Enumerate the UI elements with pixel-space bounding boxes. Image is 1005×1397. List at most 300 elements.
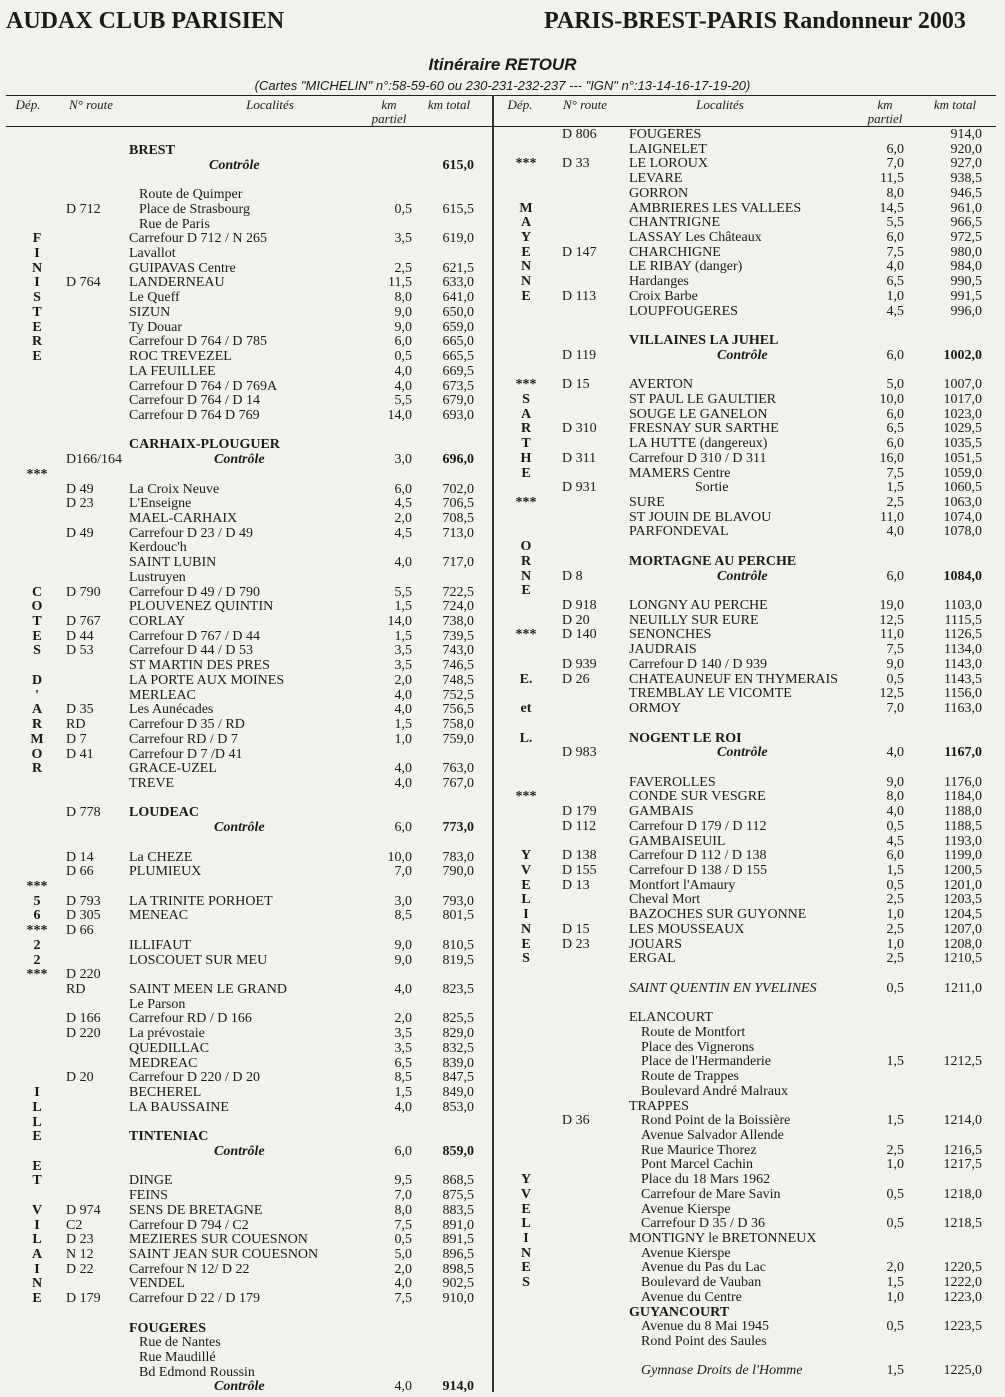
locality-name: TREMBLAY LE VICOMTE <box>629 686 792 701</box>
km-partial: 10,0 <box>879 392 904 407</box>
km-total: 1051,5 <box>943 451 982 466</box>
km-total: 896,5 <box>442 1247 474 1262</box>
km-partial: 8,0 <box>394 290 412 305</box>
locality-name: Carrefour D 49 / D 790 <box>129 585 261 600</box>
itinerary-row <box>0 201 1005 216</box>
km-partial: 8,0 <box>886 186 904 201</box>
locality-name: Carrefour D 764 D 769 <box>129 408 260 423</box>
departement-code: O <box>31 747 43 762</box>
locality-name: Bd Edmond Roussin <box>139 1365 255 1380</box>
departement-code: R <box>520 554 532 569</box>
col-header-dep-right: Dép. <box>507 97 533 112</box>
club-name: AUDAX CLUB PARISIEN <box>6 8 285 34</box>
route-number: N 12 <box>66 1247 94 1262</box>
km-total: 773,0 <box>442 820 474 835</box>
km-partial: 5,5 <box>394 393 412 408</box>
km-partial: 0,5 <box>394 1232 412 1247</box>
km-total: 633,0 <box>442 275 474 290</box>
km-total: 756,5 <box>442 702 474 717</box>
km-total: 891,5 <box>442 1232 474 1247</box>
route-number: D 712 <box>66 202 101 217</box>
route-number: D 179 <box>66 1291 101 1306</box>
departement-code: C <box>31 585 43 600</box>
km-partial: 19,0 <box>879 598 904 613</box>
locality-name: Rue de Nantes <box>139 1335 221 1350</box>
departement-code: V <box>520 863 532 878</box>
km-total: 1188,0 <box>944 804 982 819</box>
km-total: 1143,0 <box>944 657 982 672</box>
departement-code: L <box>32 1115 42 1130</box>
itinerary-row <box>0 539 1005 554</box>
route-number: D 311 <box>562 451 597 466</box>
itinerary-row <box>0 613 1005 628</box>
km-total: 927,0 <box>950 156 982 171</box>
itinerary-row <box>0 922 1005 937</box>
departement-code: *** <box>515 789 537 804</box>
route-number: D 23 <box>562 937 590 952</box>
km-partial: 5,0 <box>886 377 904 392</box>
km-partial: 14,0 <box>387 614 412 629</box>
km-total: 1115,5 <box>944 613 982 628</box>
locality-name: TREVE <box>129 776 175 791</box>
itinerary-row <box>0 318 1005 333</box>
km-total: 783,0 <box>442 850 474 865</box>
itinerary-row <box>0 892 1005 907</box>
km-total: 1220,5 <box>943 1260 982 1275</box>
locality-name: LONGNY AU PERCHE <box>629 598 768 613</box>
itinerary-row <box>0 1246 1005 1261</box>
itinerary-row <box>0 819 1005 834</box>
km-total: 946,5 <box>950 186 982 201</box>
km-partial: 6,0 <box>886 569 904 584</box>
km-total: 693,0 <box>442 408 474 423</box>
km-partial: 6,5 <box>886 421 904 436</box>
locality-name: MEZIERES SUR COUESNON <box>129 1232 308 1247</box>
itinerary-row <box>0 392 1005 407</box>
km-total: 847,5 <box>442 1070 474 1085</box>
departement-code: 6 <box>33 908 41 923</box>
km-partial: 3,5 <box>394 658 412 673</box>
km-total: 1143,5 <box>944 672 982 687</box>
locality-name: L'Enseigne <box>129 496 192 511</box>
route-number: D 53 <box>66 643 94 658</box>
km-partial: 6,5 <box>394 1056 412 1071</box>
km-partial: 2,0 <box>394 1262 412 1277</box>
km-total: 1078,0 <box>943 524 982 539</box>
locality-name: Lustruyen <box>129 570 186 585</box>
route-number: D 112 <box>562 819 597 834</box>
route-number: D 41 <box>66 747 94 762</box>
locality-name: ST MARTIN DES PRES <box>129 658 270 673</box>
locality-name: Montfort l'Amaury <box>629 878 736 893</box>
itinerary-row <box>0 1231 1005 1246</box>
col-header-km-total-left: km total <box>427 97 471 112</box>
departement-code: I <box>34 275 40 290</box>
km-partial: 4,0 <box>886 524 904 539</box>
locality-name: Carrefour D 179 / D 112 <box>629 819 767 834</box>
locality-name: VILLAINES LA JUHEL <box>629 333 779 348</box>
km-partial: 3,5 <box>394 1026 412 1041</box>
departement-code: L <box>32 1232 42 1247</box>
locality-name: Place de l'Hermanderie <box>641 1054 772 1069</box>
locality-name: LASSAY Les Châteaux <box>629 230 762 245</box>
locality-name: MENEAC <box>129 908 189 923</box>
departement-code: E <box>521 1202 531 1217</box>
departement-code: F <box>32 231 42 246</box>
km-partial: 11,5 <box>388 275 412 290</box>
km-total: 1225,0 <box>943 1363 982 1378</box>
locality-name: ILLIFAUT <box>129 938 191 953</box>
locality-name: Contrôle <box>214 452 265 467</box>
locality-name: QUEDILLAC <box>129 1041 210 1056</box>
locality-name: Boulevard André Malraux <box>641 1084 788 1099</box>
km-partial: 2,0 <box>394 1011 412 1026</box>
locality-name: Carrefour D 35 / RD <box>129 717 245 732</box>
locality-name: Carrefour D 712 / N 265 <box>129 231 268 246</box>
km-partial: 4,0 <box>394 982 412 997</box>
locality-name: SAINT MEEN LE GRAND <box>129 982 288 997</box>
km-total: 621,5 <box>442 261 474 276</box>
locality-name: MEDREAC <box>129 1056 198 1071</box>
departement-code: I <box>34 1218 40 1233</box>
km-partial: 4,0 <box>886 259 904 274</box>
km-total: 1188,5 <box>944 819 982 834</box>
locality-name: NOGENT LE ROI <box>629 731 742 746</box>
km-partial: 16,0 <box>879 451 904 466</box>
departement-code: L <box>521 1216 531 1231</box>
departement-code: N <box>31 261 43 276</box>
locality-name: Carrefour N 12/ D 22 <box>129 1262 250 1277</box>
locality-name: SURE <box>629 495 665 510</box>
itinerary-row <box>0 569 1005 584</box>
km-total: 991,5 <box>950 289 982 304</box>
locality-name: AVERTON <box>629 377 693 392</box>
departement-code: S <box>522 951 530 966</box>
km-partial: 3,5 <box>394 643 412 658</box>
route-number: D 35 <box>66 702 94 717</box>
km-total: 1007,0 <box>943 377 982 392</box>
locality-name: AMBRIERES LES VALLEES <box>629 201 802 216</box>
km-partial: 0,5 <box>886 981 904 996</box>
locality-name: Place de Strasbourg <box>139 202 250 217</box>
locality-name: NEUILLY SUR EURE <box>629 613 759 628</box>
km-total: 1103,0 <box>944 598 982 613</box>
route-number: RD <box>66 717 86 732</box>
locality-name: Carrefour D 7 /D 41 <box>129 747 243 762</box>
itinerary-row <box>0 1319 1005 1334</box>
departement-code: R <box>31 761 43 776</box>
locality-name: Kerdouc'h <box>129 540 187 555</box>
itinerary-row <box>0 672 1005 687</box>
km-total: 853,0 <box>442 1100 474 1115</box>
departement-code: E <box>32 1291 42 1306</box>
km-partial: 7,0 <box>394 1188 412 1203</box>
locality-name: La Croix Neuve <box>129 482 220 497</box>
km-total: 914,0 <box>950 127 982 142</box>
route-number: D 155 <box>562 863 597 878</box>
km-total: 1210,5 <box>943 951 982 966</box>
km-total: 696,0 <box>442 452 474 467</box>
km-partial: 1,5 <box>886 480 904 495</box>
route-number: D 806 <box>562 127 597 142</box>
itinerary-row <box>0 863 1005 878</box>
departement-code: S <box>522 392 530 407</box>
km-total: 1218,5 <box>943 1216 982 1231</box>
departement-code: I <box>523 907 529 922</box>
locality-name: CHATEAUNEUF EN THYMERAIS <box>629 672 838 687</box>
departement-code: I <box>34 1262 40 1277</box>
route-number: D 22 <box>66 1262 94 1277</box>
route-number: D 140 <box>562 627 597 642</box>
itinerary-row <box>0 348 1005 363</box>
km-partial: 3,0 <box>394 894 412 909</box>
route-number: D 179 <box>562 804 597 819</box>
route-number: D 138 <box>562 848 597 863</box>
km-total: 1207,0 <box>943 922 982 937</box>
route-number: D 147 <box>562 245 597 260</box>
km-total: 739,5 <box>442 629 474 644</box>
col-header-localites-right: Localités <box>696 97 744 112</box>
route-number: D 764 <box>66 275 101 290</box>
km-partial: 11,5 <box>880 171 904 186</box>
km-partial: 9,0 <box>394 953 412 968</box>
departement-code: L. <box>519 731 533 746</box>
departement-code: E <box>521 466 531 481</box>
locality-name: Le Queff <box>129 290 180 305</box>
itinerary-row <box>0 1025 1005 1040</box>
locality-name: FRESNAY SUR SARTHE <box>629 421 779 436</box>
km-total: 706,5 <box>442 496 474 511</box>
km-partial: 7,5 <box>886 642 904 657</box>
km-partial: 2,0 <box>394 673 412 688</box>
departement-code: L <box>32 1100 42 1115</box>
km-total: 1126,5 <box>944 627 982 642</box>
km-partial: 8,5 <box>394 908 412 923</box>
itinerary-row <box>0 848 1005 863</box>
departement-code: E <box>521 583 531 598</box>
departement-code: M <box>519 201 533 216</box>
itinerary-row <box>0 421 1005 436</box>
km-partial: 1,5 <box>886 1113 904 1128</box>
locality-name: Avenue Kierspe <box>641 1246 731 1261</box>
departement-code: T <box>521 436 531 451</box>
route-number: D 983 <box>562 745 597 760</box>
itinerary-row <box>0 333 1005 348</box>
km-partial: 2,5 <box>886 922 904 937</box>
km-total: 717,0 <box>442 555 474 570</box>
route-number: D 119 <box>562 348 597 363</box>
km-total: 1176,0 <box>944 775 982 790</box>
itinerary-row <box>0 1187 1005 1202</box>
locality-name: TRAPPES <box>629 1099 689 1114</box>
departement-code: S <box>522 1275 530 1290</box>
locality-name: Les Aunécades <box>129 702 214 717</box>
departement-code: Y <box>520 848 532 863</box>
route-number: D 113 <box>562 289 597 304</box>
departement-code: I <box>523 1231 529 1246</box>
km-total: 1184,0 <box>944 789 982 804</box>
km-total: 832,5 <box>442 1041 474 1056</box>
km-partial: 2,5 <box>394 261 412 276</box>
route-number: D 20 <box>562 613 590 628</box>
departement-code: E <box>32 320 42 335</box>
route-number: D 310 <box>562 421 597 436</box>
departement-code: R <box>520 421 532 436</box>
departement-code: E <box>521 289 531 304</box>
km-total: 810,5 <box>442 938 474 953</box>
km-partial: 6,0 <box>394 1144 412 1159</box>
km-total: 1002,0 <box>943 348 982 363</box>
itinerary-row <box>0 186 1005 201</box>
km-total: 722,5 <box>442 585 474 600</box>
itinerary-row <box>0 171 1005 186</box>
km-total: 1059,0 <box>943 466 982 481</box>
itinerary-row <box>0 1054 1005 1069</box>
locality-name: Rue Maurice Thorez <box>641 1143 757 1158</box>
departement-code: E <box>32 1129 42 1144</box>
locality-name: ORMOY <box>629 701 682 716</box>
km-total: 1074,0 <box>943 510 982 525</box>
itinerary-row <box>0 1099 1005 1114</box>
departement-code: *** <box>26 879 48 894</box>
route-number: D 66 <box>66 923 94 938</box>
km-partial: 1,0 <box>886 1290 904 1305</box>
km-partial: 4,0 <box>394 1276 412 1291</box>
locality-name: GUIPAVAS Centre <box>129 261 236 276</box>
km-total: 1200,5 <box>943 863 982 878</box>
departement-code: N <box>520 274 532 289</box>
departement-code: *** <box>515 156 537 171</box>
route-number: D 23 <box>66 496 94 511</box>
departement-code: E <box>521 937 531 952</box>
itinerary-row <box>0 878 1005 893</box>
km-total: 1217,5 <box>943 1157 982 1172</box>
itinerary-row <box>0 642 1005 657</box>
km-partial: 5,5 <box>394 585 412 600</box>
km-partial: 5,5 <box>886 215 904 230</box>
locality-name: Le Parson <box>129 997 186 1012</box>
locality-name: Pont Marcel Cachin <box>641 1157 753 1172</box>
locality-name: Contrôle <box>717 348 768 363</box>
km-partial: 9,0 <box>886 775 904 790</box>
km-partial: 4,5 <box>394 526 412 541</box>
locality-name: VENDEL <box>129 1276 185 1291</box>
km-total: 673,5 <box>442 379 474 394</box>
km-total: 829,0 <box>442 1026 474 1041</box>
itinerary-row <box>0 1305 1005 1320</box>
km-partial: 4,0 <box>394 1100 412 1115</box>
itinerary-row <box>0 1084 1005 1099</box>
locality-name: Cheval Mort <box>629 892 701 907</box>
km-partial: 4,0 <box>886 804 904 819</box>
departement-code: I <box>34 1085 40 1100</box>
itinerary-row <box>0 804 1005 819</box>
km-partial: 0,5 <box>886 819 904 834</box>
route-number: D 166 <box>66 1011 101 1026</box>
km-partial: 8,0 <box>886 789 904 804</box>
km-total: 868,5 <box>442 1173 474 1188</box>
km-partial: 4,5 <box>394 496 412 511</box>
itinerary-row <box>0 1260 1005 1275</box>
locality-name: MAEL-CARHAIX <box>129 511 238 526</box>
km-total: 713,0 <box>442 526 474 541</box>
itinerary-row <box>0 377 1005 392</box>
itinerary-row <box>0 1157 1005 1172</box>
route-number: D 14 <box>66 850 94 865</box>
locality-name: SIZUN <box>129 305 171 320</box>
route-number: D 15 <box>562 377 590 392</box>
km-partial: 1,5 <box>394 717 412 732</box>
route-number: D 13 <box>562 878 590 893</box>
km-total: 669,5 <box>442 364 474 379</box>
km-partial: 4,0 <box>394 379 412 394</box>
km-partial: 9,5 <box>394 1173 412 1188</box>
km-total: 665,0 <box>442 334 474 349</box>
departement-code: *** <box>515 627 537 642</box>
km-partial: 2,5 <box>886 1143 904 1158</box>
locality-name: CHARCHIGNE <box>629 245 721 260</box>
km-partial: 6,0 <box>394 820 412 835</box>
locality-name: SOUGE LE GANELON <box>629 407 768 422</box>
km-total: 1063,0 <box>943 495 982 510</box>
km-partial: 11,0 <box>880 627 904 642</box>
km-total: 1167,0 <box>944 745 982 760</box>
itinerary-row <box>0 554 1005 569</box>
km-total: 1156,0 <box>944 686 982 701</box>
col-header-km-partiel-left: km partiel <box>371 97 407 126</box>
km-total: 615,5 <box>442 202 474 217</box>
locality-name: Avenue du Pas du Lac <box>641 1260 766 1275</box>
locality-name: Avenue Salvador Allende <box>641 1128 784 1143</box>
itinerary-row <box>0 1363 1005 1378</box>
route-number: D 23 <box>66 1232 94 1247</box>
departement-code: E <box>521 245 531 260</box>
km-total: 1134,0 <box>944 642 982 657</box>
locality-name: LA PORTE AUX MOINES <box>129 673 285 688</box>
km-partial: 1,0 <box>886 289 904 304</box>
km-total: 650,0 <box>442 305 474 320</box>
departement-code: *** <box>26 467 48 482</box>
locality-name: JAUDRAIS <box>629 642 697 657</box>
itinerary-row <box>0 598 1005 613</box>
itinerary-row <box>0 1379 1005 1394</box>
itinerary-row <box>0 480 1005 495</box>
departement-code: H <box>520 451 532 466</box>
km-total: 763,0 <box>442 761 474 776</box>
km-partial: 9,0 <box>394 305 412 320</box>
route-number: D 44 <box>66 629 94 644</box>
km-partial: 4,0 <box>394 761 412 776</box>
km-total: 702,0 <box>442 482 474 497</box>
km-partial: 4,5 <box>886 304 904 319</box>
departement-code: 2 <box>33 953 41 968</box>
locality-name: La CHEZE <box>129 850 193 865</box>
departement-code: E <box>32 349 42 364</box>
departement-code: R <box>31 717 43 732</box>
route-number: D 939 <box>562 657 597 672</box>
departement-code: L <box>521 892 531 907</box>
itinerary-row <box>0 289 1005 304</box>
locality-name: Rue de Paris <box>139 217 210 232</box>
km-total: 1204,5 <box>943 907 982 922</box>
km-partial: 0,5 <box>394 349 412 364</box>
km-total: 1208,0 <box>943 937 982 952</box>
km-partial: 4,0 <box>394 688 412 703</box>
departement-code: O <box>520 539 532 554</box>
km-total: 1222,0 <box>943 1275 982 1290</box>
itinerary-row <box>0 1040 1005 1055</box>
km-total: 752,5 <box>442 688 474 703</box>
